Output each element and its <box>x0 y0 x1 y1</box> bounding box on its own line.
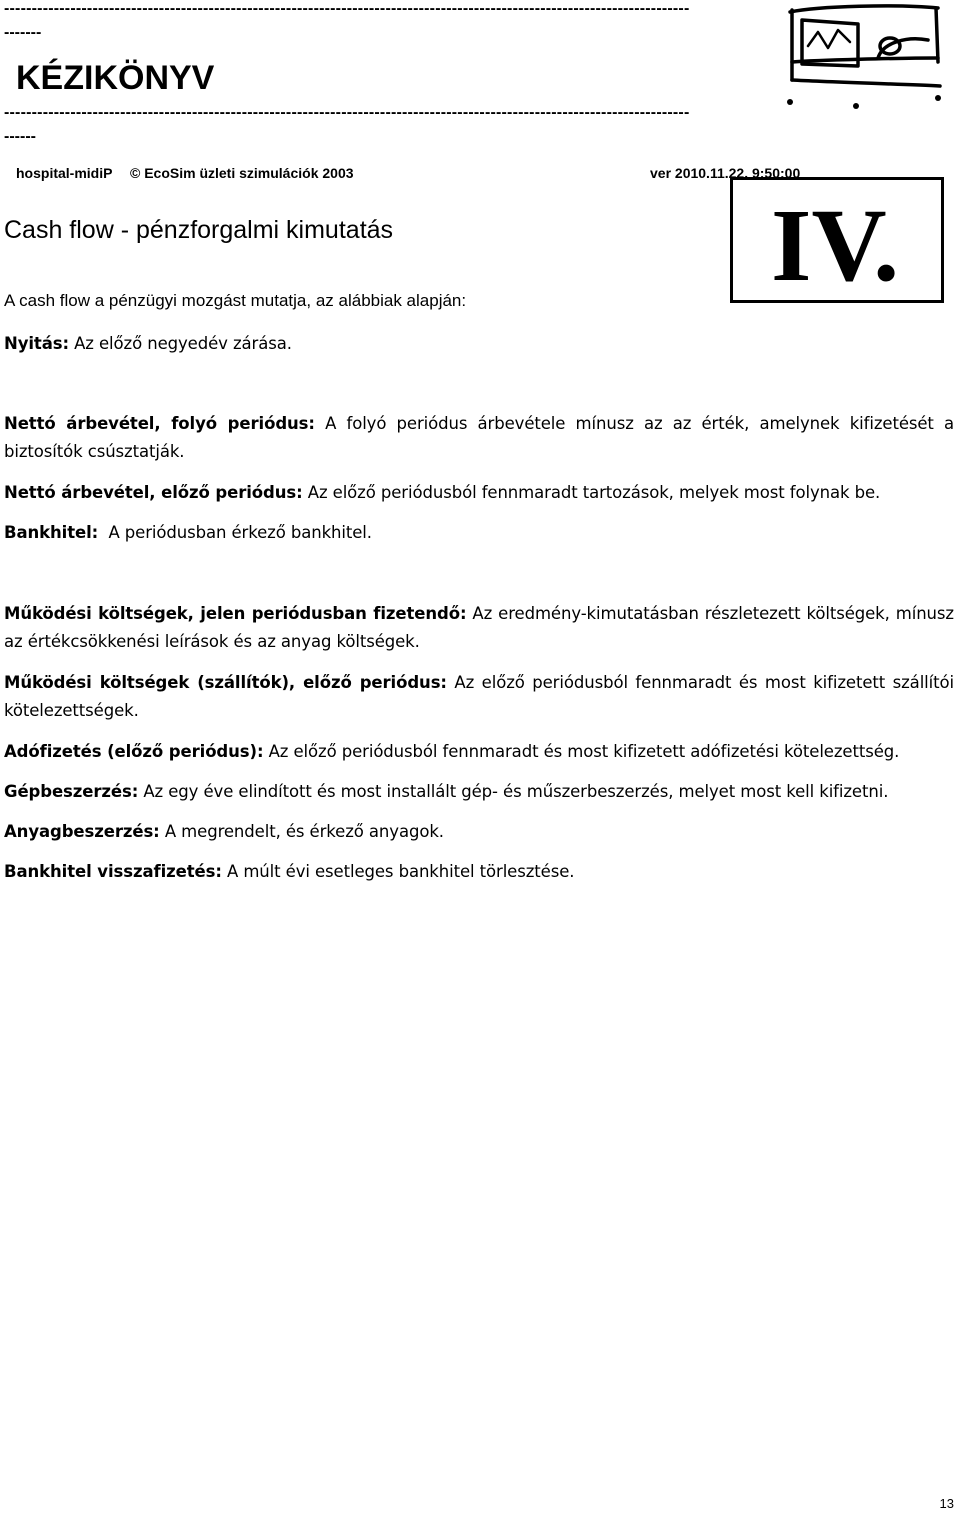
version-stamp: ver 2010.11.22. 9:50:00 <box>650 165 801 181</box>
chapter-marker <box>730 177 944 303</box>
definition-item <box>4 410 954 466</box>
intro-text: A cash flow a pénzügyi mozgást mutatja, az alábbiak alapján: <box>4 291 467 310</box>
definition-term: Bankhitel: <box>4 523 99 542</box>
page-number: 13 <box>939 1496 954 1511</box>
definition-text: A múlt évi esetleges bankhitel törlesztése. <box>221 862 575 881</box>
hospital-bed-logo <box>778 2 950 118</box>
definition-text: Az előző negyedév zárása. <box>68 334 292 353</box>
copyright-notice: © EcoSim üzleti szimulációk 2003 <box>130 165 354 181</box>
definition-text: Az egy éve elindított és most installált gép- és műszerbeszerzés, melyet most kell kifizetni. <box>138 782 889 801</box>
definition-text: Az előző periódusból fennmaradt és most kifizetett szállítói kötelezettségek. <box>4 673 954 720</box>
definition-item <box>4 600 954 656</box>
chapter-number: IV. <box>771 188 900 303</box>
definition-term: Gépbeszerzés: <box>4 782 139 801</box>
definition-item <box>4 330 954 358</box>
definition-text: A folyó periódus árbevétele mínusz az az érték, amelynek kifizetését a biztosítók csúsztatják. <box>4 414 955 461</box>
section-title: Cash flow - pénzforgalmi kimutatás <box>4 216 394 244</box>
definition-text: Az előző periódusból fennmaradt tartozások, melyek most folynak be. <box>302 483 881 502</box>
definition-term: Adófizetés (előző periódus): <box>4 742 264 761</box>
header-rule-bottom-tail: ------ <box>4 128 36 145</box>
definition-text: Az eredmény-kimutatásban részletezett költségek, mínusz az értékcsökkenési leírások és az anyag költségek. <box>4 604 954 651</box>
definition-term: Anyagbeszerzés: <box>4 822 160 841</box>
definition-item <box>4 738 954 766</box>
document-title: KÉZIKÖNYV <box>16 59 215 97</box>
definition-item <box>4 479 954 507</box>
definition-text: A periódusban érkező bankhitel. <box>98 523 372 542</box>
definition-term: Nyitás: <box>4 334 69 353</box>
header-rule-bottom: ---------------------------------------------------------------------------------------------------------------------------- <box>4 104 690 121</box>
definition-term: Működési költségek (szállítók), előző periódus: <box>4 673 447 692</box>
definition-item <box>4 519 954 547</box>
definition-item <box>4 858 954 886</box>
definition-item <box>4 669 954 725</box>
definition-term: Működési költségek, jelen periódusban fizetendő: <box>4 604 467 623</box>
header-rule-top-tail: ------- <box>4 24 42 41</box>
definition-item <box>4 818 954 846</box>
definition-text: A megrendelt, és érkező anyagok. <box>159 822 444 841</box>
definition-text: Az előző periódusból fennmaradt és most kifizetett adófizetési kötelezettség. <box>263 742 900 761</box>
definition-term: Nettó árbevétel, előző periódus: <box>4 483 303 502</box>
definition-item <box>4 778 954 806</box>
definition-term: Bankhitel visszafizetés: <box>4 862 222 881</box>
header-rule-top: ---------------------------------------------------------------------------------------------------------------------------- <box>4 0 690 17</box>
definition-term: Nettó árbevétel, folyó periódus: <box>4 414 315 433</box>
product-name: hospital-midiP <box>16 165 113 181</box>
